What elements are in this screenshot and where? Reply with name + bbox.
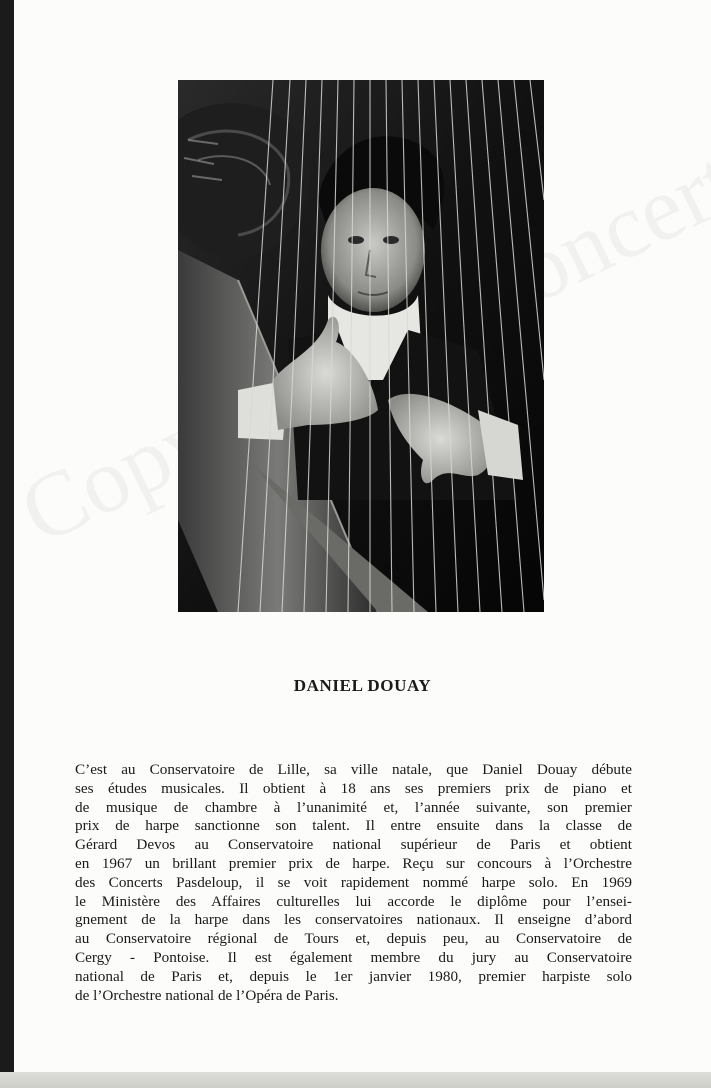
scan-bottom-edge [0,1072,711,1088]
bio-line: C’est au Conservatoire de Lille, sa ville natale, que Daniel Douay débute [75,761,632,778]
bio-line: des Concerts Pasdeloup, il se voit rapidement nommé harpe solo. En 1969 [75,873,632,891]
person-name-heading: DANIEL DOUAY [293,676,432,695]
scan-dark-edge [0,0,14,1088]
document-page [14,0,711,1072]
bio-line: de musique de chambre à l’unanimité et, l’année suivante, son premier [75,798,632,816]
bio-line: gnement de la harpe dans les conservatoires nationaux. Il enseigne d’abord [75,911,632,929]
bio-line: national de Paris et, depuis le 1er janvier 1980, premier harpiste solo [75,967,632,985]
bio-line: au Conservatoire régional de Tours et, depuis peu, au Conservatoire de [75,930,632,948]
bio-line: Cergy - Pontoise. Il est également membre du jury au Conservatoire [75,948,632,966]
portrait-photo [178,80,544,612]
bio-line: prix de harpe sanctionne son talent. Il entre ensuite dans la classe de [75,817,632,835]
bio-line: ses études musicales. Il obtient à 18 ans ses premiers prix de piano et [75,779,632,797]
bio-line: de l’Orchestre national de l’Opéra de Paris. [75,986,339,1004]
harpist-portrait-image [178,80,544,612]
bio-line: Gérard Devos au Conservatoire national supérieur de Paris et obtient [75,836,632,854]
biography-paragraph [75,761,632,1005]
bio-line: en 1967 un brillant premier prix de harpe. Reçu sur concours à l’Orchestre [75,854,632,872]
bio-line: le Ministère des Affaires culturelles lui accorde le diplôme pour l’ensei- [75,892,632,910]
